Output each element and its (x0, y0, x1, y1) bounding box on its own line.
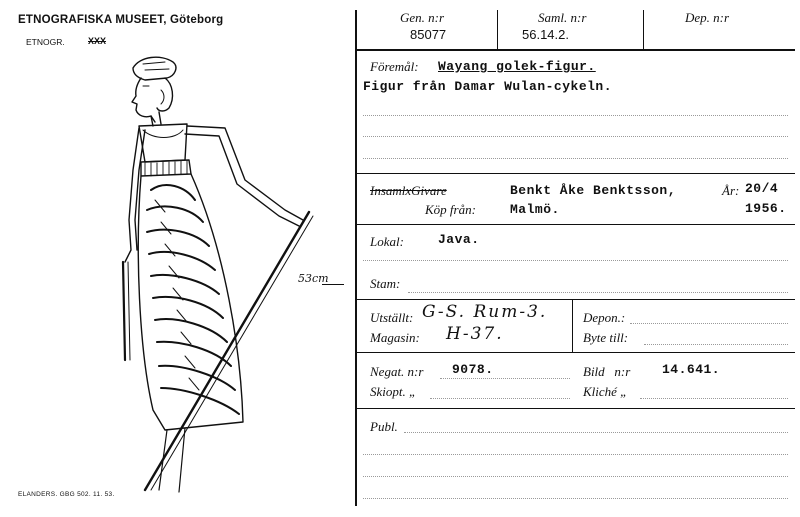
kop-fran-value: Malmö. (510, 202, 560, 217)
publ-rule-3 (363, 476, 788, 477)
publ-rule-4 (363, 498, 788, 499)
skiopt-rule (430, 398, 570, 399)
header-divider (355, 49, 795, 51)
foremal-rule-3 (363, 158, 788, 159)
lokal-value: Java. (438, 232, 480, 247)
lokal-label: Lokal: (370, 234, 404, 249)
negat-nr-value: 9078. (452, 362, 494, 377)
utstallt-value: G-S. Rum-3. (422, 302, 548, 322)
saml-nr-label: Saml. n:r (538, 10, 587, 25)
publ-rule-2 (363, 454, 788, 455)
kop-fran-label: Köp från: (425, 202, 476, 217)
header-col-divider-1 (497, 10, 498, 49)
ar-label: År: (722, 183, 740, 198)
section-divider-1 (355, 173, 795, 174)
gen-nr-label: Gen. n:r (400, 10, 445, 25)
foremal-rule-2 (363, 136, 788, 137)
negat-rule (440, 378, 570, 379)
stam-rule (408, 292, 788, 293)
etnogr-label: ETNOGR. (26, 37, 65, 47)
card-left-border (355, 10, 357, 506)
stam-label: Stam: (370, 276, 401, 291)
givare-value: Benkt Åke Benktsson, (510, 183, 677, 198)
byte-rule (644, 344, 788, 345)
lokal-rule (363, 260, 788, 261)
bild-nr-value: 14.641. (662, 362, 721, 377)
publ-label: Publ. (370, 419, 398, 434)
depon-rule (630, 323, 788, 324)
givare-struck-label: InsamlxGivare (370, 183, 447, 198)
negat-nr-label: Negat. n:r (370, 364, 424, 379)
gen-nr-value: 85077 (410, 27, 447, 42)
printer-imprint: ELANDERS. GBG 502. 11. 53. (18, 491, 115, 498)
magasin-value: H-37. (446, 324, 504, 344)
skiopt-label: Skiopt. „ (370, 384, 417, 399)
utstallt-col-divider (572, 300, 573, 352)
wayang-figure-drawing (95, 50, 325, 500)
section-divider-3 (355, 299, 795, 300)
saml-nr-value: 56.14.2. (522, 27, 569, 42)
measurement-label: 53cm (298, 272, 329, 285)
publ-rule-1 (404, 432, 788, 433)
section-divider-5 (355, 408, 795, 409)
foremal-rule-1 (363, 115, 788, 116)
kliche-rule (640, 398, 788, 399)
section-divider-2 (355, 224, 795, 225)
bild-nr-label: Bild n:r (583, 364, 631, 379)
section-divider-4 (355, 352, 795, 353)
ar-value-date: 20/4 (745, 181, 779, 196)
header-col-divider-2 (643, 10, 644, 49)
utstallt-label: Utställt: (370, 310, 414, 325)
foremal-label: Föremål: (370, 59, 419, 74)
foremal-line-2: Figur från Damar Wulan-cykeln. (363, 79, 613, 94)
dep-nr-label: Dep. n:r (685, 10, 730, 25)
kliche-label: Kliché „ (583, 384, 628, 399)
byte-till-label: Byte till: (583, 330, 629, 345)
depon-label: Depon.: (583, 310, 626, 325)
museum-title: ETNOGRAFISKA MUSEET, Göteborg (18, 14, 224, 26)
foremal-value: Wayang golek-figur. (438, 59, 596, 74)
etnogr-struck-text: XXX (88, 36, 107, 46)
magasin-label: Magasin: (370, 330, 420, 345)
measurement-underline (322, 284, 344, 285)
ar-value-year: 1956. (745, 201, 787, 216)
